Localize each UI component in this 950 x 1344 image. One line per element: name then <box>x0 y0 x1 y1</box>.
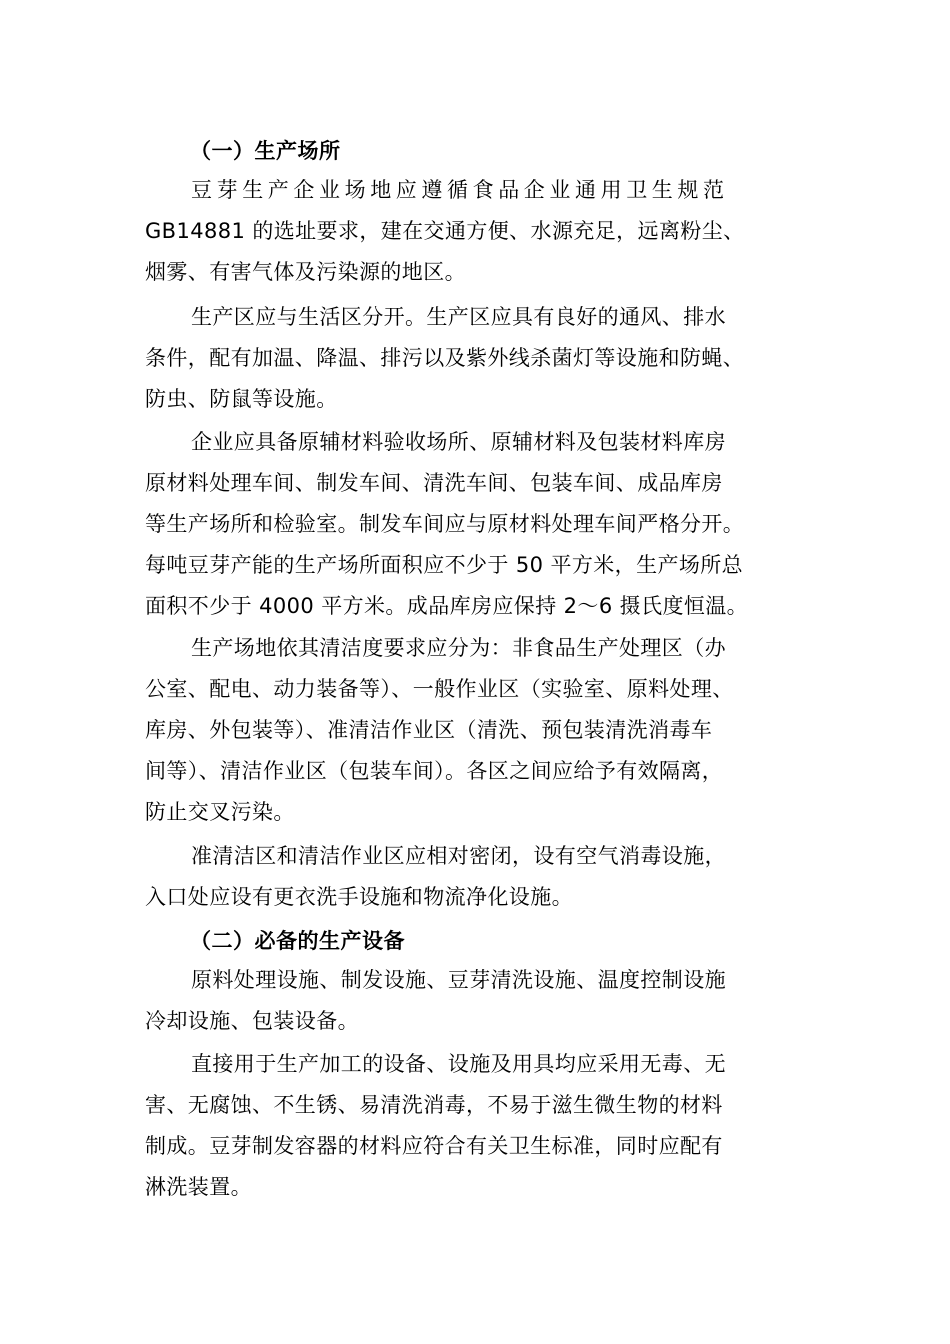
text-line: 企业应具备原辅材料验收场所、原辅材料及包装材料库房 <box>191 430 726 454</box>
section-heading-required-equipment: （二）必备的生产设备 <box>190 929 405 953</box>
paragraph-facilities <box>145 422 815 627</box>
paragraph-clean-area <box>145 836 815 918</box>
text-line: 每吨豆芽产能的生产场所面积应不少于 50 平方米，生产场所总 <box>145 553 744 577</box>
text-line: 面积不少于 4000 平方米。成品库房应保持 2～6 摄氏度恒温。 <box>145 594 749 618</box>
text-line: 条件，配有加温、降温、排污以及紫外线杀菌灯等设施和防蝇、 <box>145 346 745 370</box>
text-line: 入口处应设有更衣洗手设施和物流净化设施。 <box>145 885 573 909</box>
section-heading-production-site: （一）生产场所 <box>190 139 341 163</box>
text-line: 生产区应与生活区分开。生产区应具有良好的通风、排水 <box>191 305 726 329</box>
text-line: 原料处理设施、制发设施、豆芽清洗设施、温度控制设施 <box>191 968 726 992</box>
text-line: GB14881 的选址要求，建在交通方便、水源充足，远离粉尘、 <box>145 219 745 243</box>
paragraph-production-area <box>145 297 815 420</box>
text-line: 准清洁区和清洁作业区应相对密闭，设有空气消毒设施， <box>191 844 726 868</box>
text-line: 生产场地依其清洁度要求应分为：非食品生产处理区（办 <box>191 636 726 660</box>
text-line: 冷却设施、包装设备。 <box>145 1009 359 1033</box>
text-line: 等生产场所和检验室。制发车间应与原材料处理车间严格分开。 <box>145 512 745 536</box>
text-line: 防虫、防鼠等设施。 <box>145 387 338 411</box>
paragraph-site-selection <box>145 170 815 293</box>
text-line: 豆芽生产企业场地应遵循食品企业通用卫生规范 <box>191 178 729 202</box>
text-line: 直接用于生产加工的设备、设施及用具均应采用无毒、无 <box>191 1052 726 1076</box>
text-line: 制成。豆芽制发容器的材料应符合有关卫生标准，同时应配有 <box>145 1134 723 1158</box>
text-line: 原材料处理车间、制发车间、清洗车间、包装车间、成品库房 <box>145 471 723 495</box>
text-line: 间等）、清洁作业区（包装车间）。各区之间应给予有效隔离， <box>145 759 724 783</box>
text-line: 公室、配电、动力装备等）、一般作业区（实验室、原料处理、 <box>145 677 734 701</box>
paragraph-zoning <box>145 628 815 833</box>
text-line: 淋洗装置。 <box>145 1175 252 1199</box>
text-line: 害、无腐蚀、不生锈、易清洗消毒，不易于滋生微生物的材料 <box>145 1093 723 1117</box>
text-line: 防止交叉污染。 <box>145 800 295 824</box>
paragraph-equipment-list <box>145 960 815 1042</box>
text-line: 烟雾、有害气体及污染源的地区。 <box>145 260 466 284</box>
text-line: 库房、外包装等）、准清洁作业区（清洗、预包装清洗消毒车 <box>145 718 713 742</box>
paragraph-equipment-materials <box>145 1044 815 1208</box>
